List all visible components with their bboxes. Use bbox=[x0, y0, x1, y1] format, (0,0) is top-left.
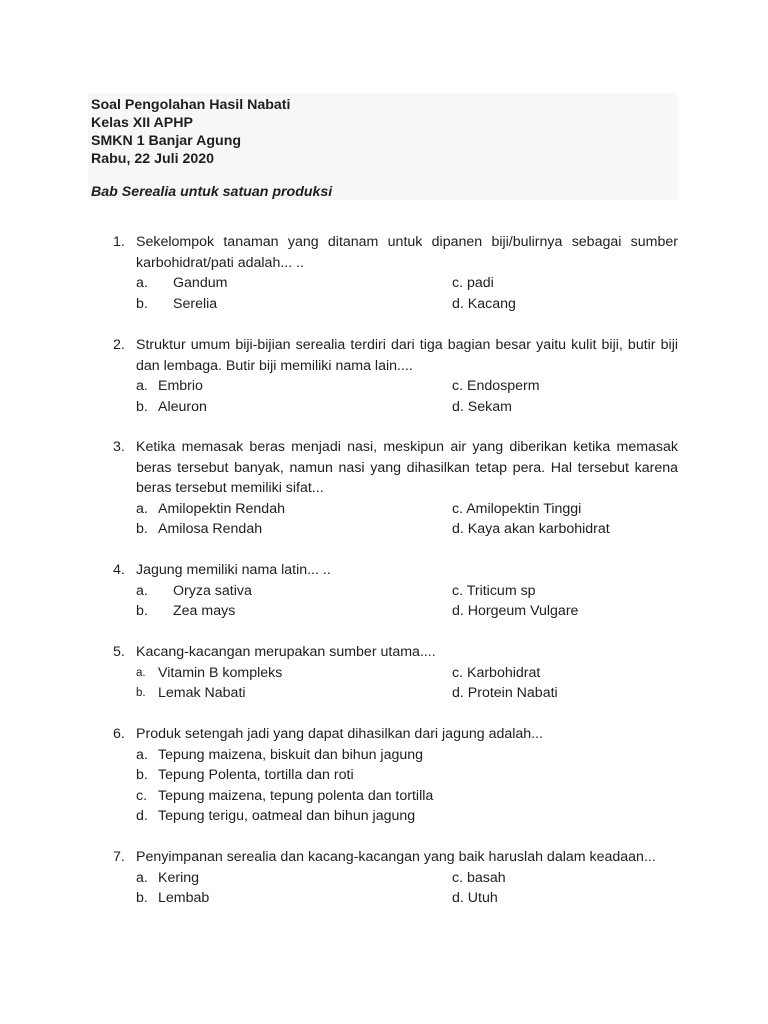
question-options: a. Amilopektin Rendah c. Amilopektin Tinggi b. Amilosa Rendah d. Kaya akan karbohidrat bbox=[136, 499, 678, 540]
question-number: 1. bbox=[113, 234, 125, 250]
option-d: d. Utuh bbox=[452, 890, 498, 906]
option-d: d. Horgeum Vulgare bbox=[452, 603, 579, 619]
header-title: Soal Pengolahan Hasil Nabati bbox=[91, 97, 291, 113]
question-stem: Struktur umum biji-bijian serealia terdiri dari tiga bagian besar yaitu kulit biji, butir biji dan lembaga. Butir biji memiliki nama lain.... bbox=[136, 337, 678, 374]
document-header bbox=[88, 93, 678, 200]
question-options: a. Kering c. basah b. Lembab d. Utuh bbox=[136, 868, 678, 909]
question-stem: Kacang-kacangan merupakan sumber utama.... bbox=[136, 644, 436, 660]
question-number: 2. bbox=[113, 337, 125, 353]
header-school: SMKN 1 Banjar Agung bbox=[91, 133, 242, 149]
question-options: a. Oryza sativa c. Triticum sp b. Zea mays d. Horgeum Vulgare bbox=[136, 581, 678, 622]
question-options: a. Tepung maizena, biskuit dan bihun jagung b. Tepung Polenta, tortilla dan roti c. Tepung maizena, tepung polenta dan tortilla d. Tepung terigu, oatmeal dan bihun jagung bbox=[136, 746, 434, 824]
question-stem: Jagung memiliki nama latin... .. bbox=[136, 562, 331, 578]
question-stem: Sekelompok tanaman yang ditanam untuk dipanen biji/bulirnya sebagai sumber karbohidrat/pati adalah... .. bbox=[136, 234, 678, 271]
question-number: 6. bbox=[113, 726, 125, 742]
question-number: 7. bbox=[113, 849, 125, 865]
option-c: c. padi bbox=[452, 275, 494, 291]
question-1 bbox=[113, 232, 678, 314]
question-options: a. Vitamin B kompleks c. Karbohidrat b. Lemak Nabati d. Protein Nabati bbox=[136, 663, 678, 704]
question-options: a. Embrio c. Endosperm b. Aleuron d. Sekam bbox=[136, 376, 678, 417]
question-stem: Produk setengah jadi yang dapat dihasilkan dari jagung adalah... bbox=[136, 726, 544, 742]
header-date: Rabu, 22 Juli 2020 bbox=[91, 151, 215, 167]
question-number: 4. bbox=[113, 562, 125, 578]
option-c: c. basah bbox=[452, 869, 506, 886]
option-c: c. Karbohidrat bbox=[452, 664, 541, 681]
question-5 bbox=[113, 642, 678, 704]
option-c: c. Triticum sp bbox=[452, 582, 536, 599]
option-c: c. Amilopektin Tinggi bbox=[452, 500, 582, 517]
question-7 bbox=[113, 847, 678, 909]
option-c: c. Endosperm bbox=[452, 378, 540, 394]
option-d: d. Protein Nabati bbox=[452, 685, 558, 701]
option-d: d. Sekam bbox=[452, 398, 512, 415]
question-options: a. Gandum c. padi b. Serelia d. Kacang bbox=[136, 273, 678, 314]
header-class: Kelas XII APHP bbox=[91, 115, 193, 131]
header-chapter: Bab Serealia untuk satuan produksi bbox=[91, 184, 333, 200]
question-number: 3. bbox=[113, 439, 125, 455]
question-6 bbox=[113, 724, 678, 827]
question-stem: Ketika memasak beras menjadi nasi, meskipun air yang diberikan ketika memasak beras tersebut banyak, namun nasi yang dihasilkan tetap pera. Hal tersebut karena beras tersebut memiliki sifat... bbox=[136, 439, 678, 496]
question-2 bbox=[113, 335, 678, 417]
question-stem: Penyimpanan serealia dan kacang-kacangan yang baik haruslah dalam keadaan... bbox=[136, 849, 656, 865]
question-number: 5. bbox=[113, 644, 125, 660]
question-4 bbox=[113, 560, 678, 622]
option-d: d. Kaya akan karbohidrat bbox=[452, 521, 610, 537]
option-d: d. Kacang bbox=[452, 295, 516, 312]
question-3 bbox=[113, 437, 678, 540]
